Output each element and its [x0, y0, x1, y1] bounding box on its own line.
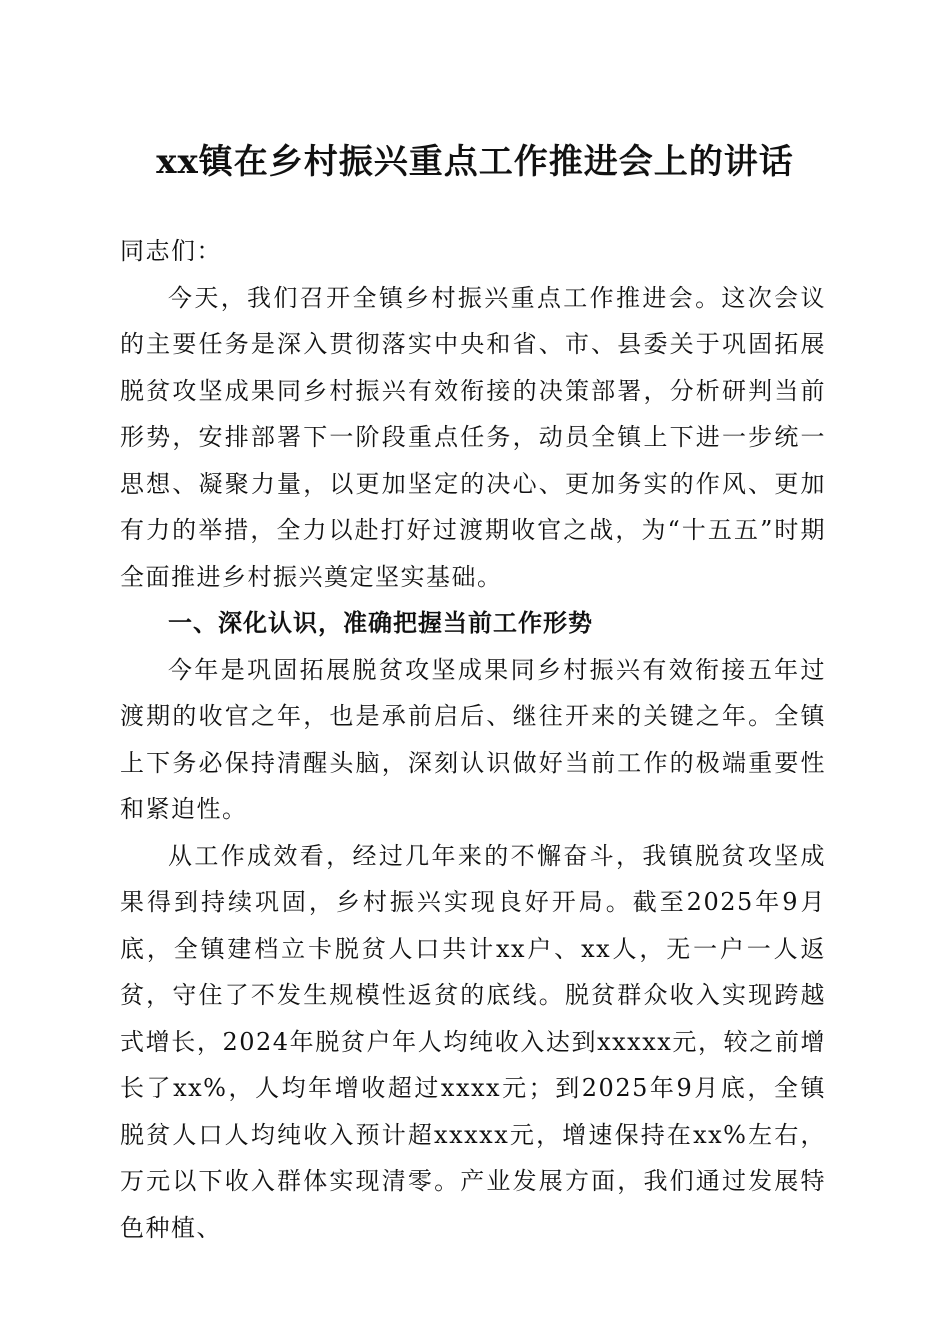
paragraph-intro: 今天，我们召开全镇乡村振兴重点工作推进会。这次会议的主要任务是深入贯彻落实中央和省、市、县委关于巩固拓展脱贫攻坚成果同乡村振兴有效衔接的决策部署，分析研判当前形势，安排部署下一阶段重点任务，动员全镇上下进一步统一思想、凝聚力量，以更加坚定的决心、更加务实的作风、更加有力的举措，全力以赴打好过渡期收官之战，为“十五五”时期全面推进乡村振兴奠定坚实基础。 [120, 283, 826, 591]
section-heading-1: 一、深化认识，准确把握当前工作形势 [168, 609, 593, 637]
document-title: xx镇在乡村振兴重点工作推进会上的讲话 [156, 142, 794, 182]
paragraph-section1-1: 今年是巩固拓展脱贫攻坚成果同乡村振兴有效衔接五年过渡期的收官之年，也是承前启后、继往开来的关键之年。全镇上下务必保持清醒头脑，深刻认识做好当前工作的极端重要性和紧迫性。 [120, 655, 826, 823]
paragraph-section1-2: 从工作成效看，经过几年来的不懈奋斗，我镇脱贫攻坚成果得到持续巩固，乡村振兴实现良好开局。截至2025年9月底，全镇建档立卡脱贫人口共计xx户、xx人，无一户一人返贫，守住了不发生规模性返贫的底线。脱贫群众收入实现跨越式增长，2024年脱贫户年人均纯收入达到xxxxx元，较之前增长了xx%，人均年增收超过xxxx元；到2025年9月底，全镇脱贫人口人均纯收入预计超xxxxx元，增速保持在xx%左右，万元以下收入群体实现清零。产业发展方面，我们通过发展特色种植、 [120, 841, 826, 1242]
document-body [120, 228, 826, 1251]
salutation: 同志们： [120, 237, 222, 265]
